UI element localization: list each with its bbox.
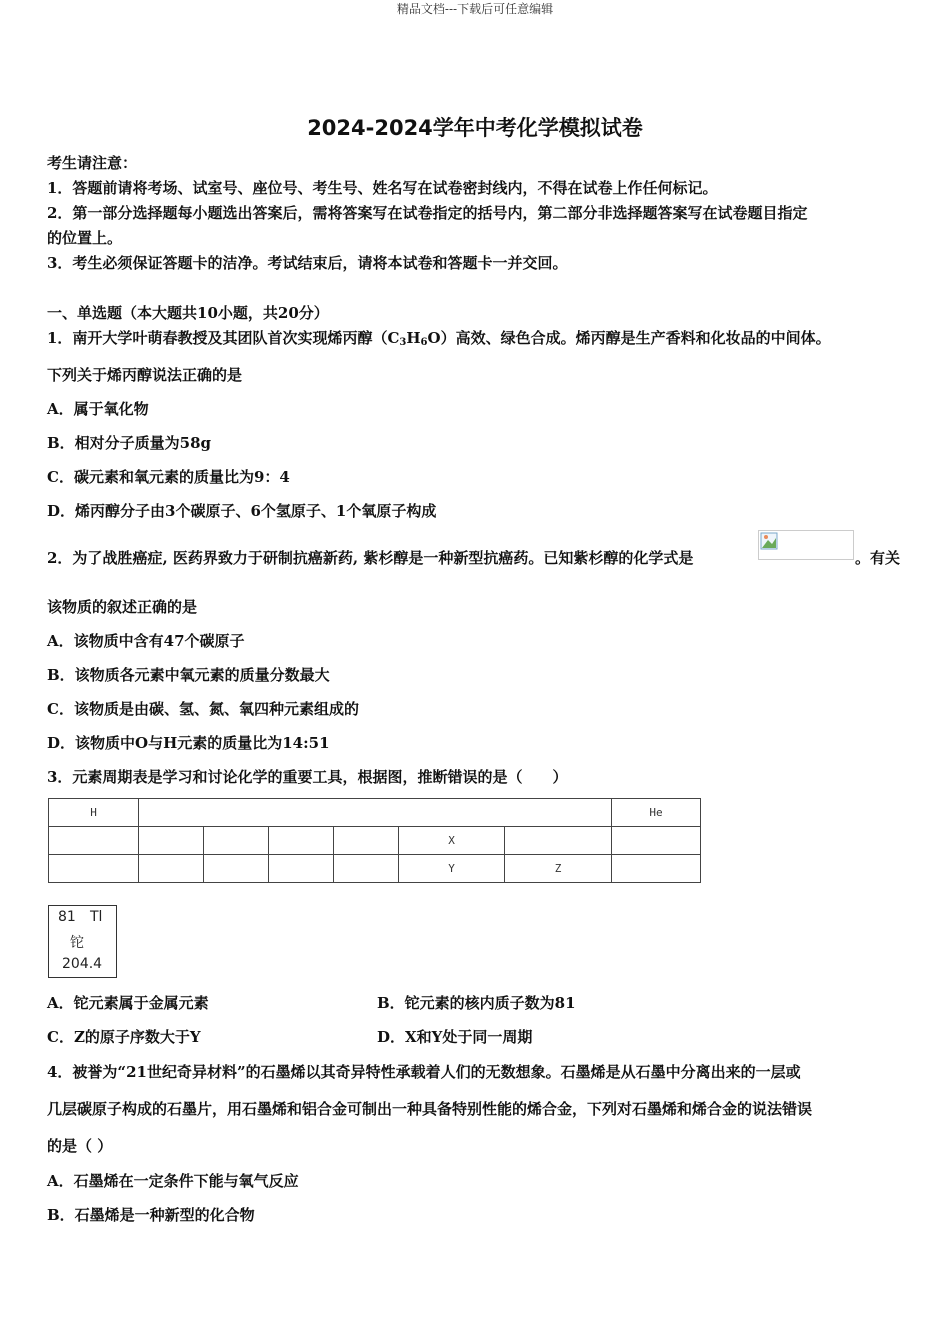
cell-empty	[49, 827, 139, 855]
cell-x: X	[399, 827, 505, 855]
q1-subscript: 6	[420, 337, 428, 348]
q1-option-b: B．相对分子质量为58g	[47, 434, 212, 452]
cell-empty	[334, 855, 399, 883]
cell-empty	[612, 855, 701, 883]
q2-option-d: D．该物质中O与H元素的质量比为14:51	[47, 734, 330, 752]
page-title: 2024-2024学年中考化学模拟试卷	[307, 116, 643, 140]
section-heading: 一、单选题（本大题共10小题，共20分）	[47, 304, 329, 322]
notice-item: 1．答题前请将考场、试室号、座位号、考生号、姓名写在试卷密封线内，不得在试卷上作任何标记。	[47, 179, 718, 197]
q1-stem-line2: 下列关于烯丙醇说法正确的是	[47, 366, 243, 384]
notice-item: 的位置上。	[47, 229, 123, 247]
atomic-mass: 204.4	[62, 956, 103, 972]
q1-stem-line1	[47, 327, 831, 348]
cell-empty	[269, 827, 334, 855]
q3-option-b: B．铊元素的核内质子数为81	[377, 994, 576, 1012]
q2-stem-line1b: 。有关	[855, 549, 901, 567]
q2-stem-line2: 该物质的叙述正确的是	[47, 598, 198, 616]
cell-z: Z	[505, 855, 612, 883]
cell-blank-span	[139, 799, 612, 827]
q3-option-c: C．Z的原子序数大于Y	[47, 1028, 201, 1046]
q3-option-d: D．X和Y处于同一周期	[377, 1028, 533, 1046]
q2-option-b: B．该物质各元素中氧元素的质量分数最大	[47, 666, 330, 684]
q4-stem-line: 的是（ ）	[47, 1137, 113, 1155]
cell-he: He	[612, 799, 701, 827]
cell-empty	[269, 855, 334, 883]
notice-item: 2．第一部分选择题每小题选出答案后，需将答案写在试卷指定的括号内，第二部分非选择题答案写在试卷题目指定	[47, 204, 808, 222]
q1-text-b: O）高效、绿色合成。烯丙醇是生产香料和化妆品的中间体。	[427, 329, 831, 347]
q1-text-a: 1．南开大学叶萌春教授及其团队首次实现烯丙醇（C	[47, 329, 400, 347]
formula-image-placeholder	[758, 530, 854, 560]
cell-empty	[204, 827, 269, 855]
notice-item: 3．考生必须保证答题卡的洁净。考试结束后，请将本试卷和答题卡一并交回。	[47, 254, 568, 272]
page-header: 精品文档---下载后可任意编辑	[396, 2, 554, 16]
q1-option-a: A．属于氧化物	[47, 400, 149, 418]
cell-empty	[612, 827, 701, 855]
q2-option-a: A．该物质中含有47个碳原子	[47, 632, 245, 650]
cell-empty	[505, 827, 612, 855]
q3-stem: 3．元素周期表是学习和讨论化学的重要工具，根据图，推断错误的是（ ）	[47, 768, 568, 786]
cell-empty	[204, 855, 269, 883]
q4-stem-line: 几层碳原子构成的石墨片，用石墨烯和铝合金可制出一种具备特别性能的烯合金，下列对石墨烯和烯合金的说法错误	[47, 1100, 813, 1118]
q1-subscript: 3	[399, 337, 407, 348]
q4-option-a: A．石墨烯在一定条件下能与氧气反应	[47, 1172, 299, 1190]
q2-option-c: C．该物质是由碳、氢、氮、氧四种元素组成的	[47, 700, 359, 718]
q4-stem-line: 4．被誉为“21世纪奇异材料”的石墨烯以其奇异特性承载着人们的无数想象。石墨烯是从石墨中分离出来的一层或	[47, 1063, 801, 1081]
q4-option-b: B．石墨烯是一种新型的化合物	[47, 1206, 255, 1224]
element-symbol: Tl	[90, 909, 103, 925]
thallium-element-tile	[48, 905, 117, 978]
q3-option-a: A．铊元素属于金属元素	[47, 994, 209, 1012]
cell-empty	[139, 827, 204, 855]
cell-empty	[139, 855, 204, 883]
cell-h: H	[49, 799, 139, 827]
cell-empty	[334, 827, 399, 855]
element-name: 铊	[70, 935, 84, 951]
cell-y: Y	[399, 855, 505, 883]
periodic-table-fragment	[48, 798, 701, 883]
cell-empty	[49, 855, 139, 883]
q1-option-c: C．碳元素和氧元素的质量比为9：4	[47, 468, 290, 486]
q1-text-mid: H	[406, 329, 421, 347]
atomic-number: 81	[58, 909, 76, 925]
q1-option-d: D．烯丙醇分子由3个碳原子、6个氢原子、1个氧原子构成	[47, 502, 437, 520]
q2-stem-line1a: 2．为了战胜癌症, 医药界致力于研制抗癌新药, 紫杉醇是一种新型抗癌药。已知紫杉醇的化学式是	[47, 549, 694, 567]
broken-image-icon	[760, 532, 778, 550]
notice-heading: 考生请注意：	[47, 154, 138, 172]
